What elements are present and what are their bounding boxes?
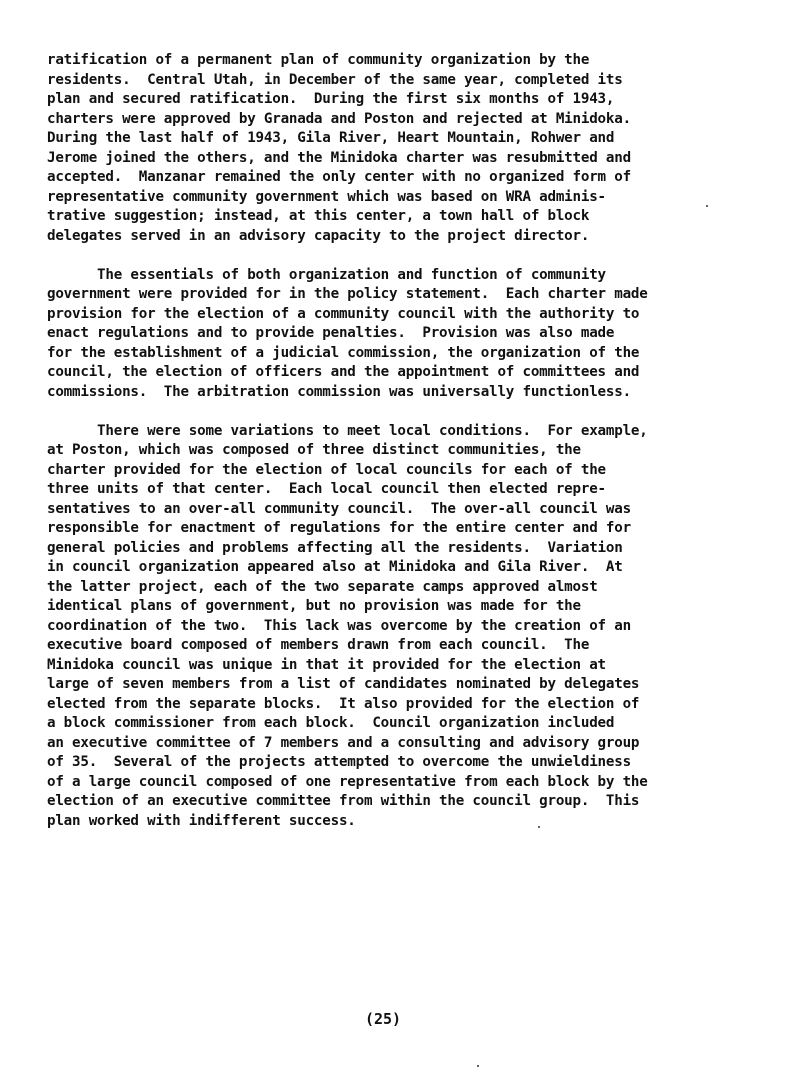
scan-speck — [706, 205, 708, 207]
text-line: There were some variations to meet local conditions. For example, — [47, 422, 648, 439]
text-line: elected from the separate blocks. It also provided for the election of — [47, 695, 640, 712]
text-line: the latter project, each of the two separate camps approved almost — [47, 578, 598, 595]
text-line: a block commissioner from each block. Council organization included — [47, 715, 615, 731]
text-line: charters were approved by Granada and Poston and rejected at Minidoka. — [47, 110, 631, 127]
text-line: sentatives to an over-all community council. The over-all council was — [47, 500, 631, 517]
body-text — [47, 51, 737, 851]
text-line: representative community government which was based on WRA adminis- — [47, 188, 606, 205]
page-number: (25) — [364, 1010, 402, 1028]
text-line: of 35. Several of the projects attempted to overcome the unwieldiness — [47, 754, 631, 770]
text-line: trative suggestion; instead, at this center, a town hall of block — [47, 208, 590, 224]
text-line: council, the election of officers and the appointment of committees and — [47, 364, 640, 380]
text-line: plan and secured ratification. During the first six months of 1943, — [47, 91, 615, 107]
text-line: ratification of a permanent plan of community organization by the — [47, 52, 590, 68]
text-line: large of seven members from a list of candidates nominated by delegates — [47, 676, 640, 692]
paragraph-2 — [47, 266, 737, 403]
text-line: delegates served in an advisory capacity to the project director. — [47, 227, 590, 244]
paragraph-3 — [47, 422, 737, 832]
text-line: an executive committee of 7 members and a consulting and advisory group — [47, 734, 640, 751]
text-line: responsible for enactment of regulations for the entire center and for — [47, 520, 631, 536]
text-line: three units of that center. Each local council then elected repre- — [47, 481, 606, 497]
text-line: general policies and problems affecting all the residents. Variation — [47, 539, 623, 556]
text-line: residents. Central Utah, in December of the same year, completed its — [47, 71, 623, 88]
scan-speck — [477, 1065, 479, 1067]
text-line: executive board composed of members drawn from each council. The — [47, 637, 590, 653]
text-line: for the establishment of a judicial commission, the organization of the — [47, 344, 640, 361]
text-line: provision for the election of a community council with the authority to — [47, 305, 640, 322]
text-line: government were provided for in the policy statement. Each charter made — [47, 286, 648, 302]
text-line: charter provided for the election of local councils for each of the — [47, 461, 606, 478]
text-line: enact regulations and to provide penalties. Provision was also made — [47, 325, 615, 341]
text-line: at Poston, which was composed of three distinct communities, the — [47, 442, 581, 458]
text-line: commissions. The arbitration commission was universally functionless. — [47, 383, 631, 400]
text-line: accepted. Manzanar remained the only center with no organized form of — [47, 169, 631, 185]
text-line: Minidoka council was unique in that it provided for the election at — [47, 656, 606, 673]
text-line: coordination of the two. This lack was overcome by the creation of an — [47, 617, 631, 634]
text-line: plan worked with indifferent success. — [47, 812, 356, 829]
text-line: During the last half of 1943, Gila River, Heart Mountain, Rohwer and — [47, 130, 615, 146]
paragraph-1 — [47, 51, 737, 246]
text-line: The essentials of both organization and function of community — [47, 266, 606, 283]
text-line: identical plans of government, but no provision was made for the — [47, 598, 581, 614]
text-line: election of an executive committee from within the council group. This — [47, 793, 640, 809]
scan-speck — [538, 826, 540, 828]
text-line: Jerome joined the others, and the Minidoka charter was resubmitted and — [47, 149, 631, 166]
text-line: of a large council composed of one representative from each block by the — [47, 773, 648, 790]
text-line: in council organization appeared also at Minidoka and Gila River. At — [47, 559, 623, 575]
